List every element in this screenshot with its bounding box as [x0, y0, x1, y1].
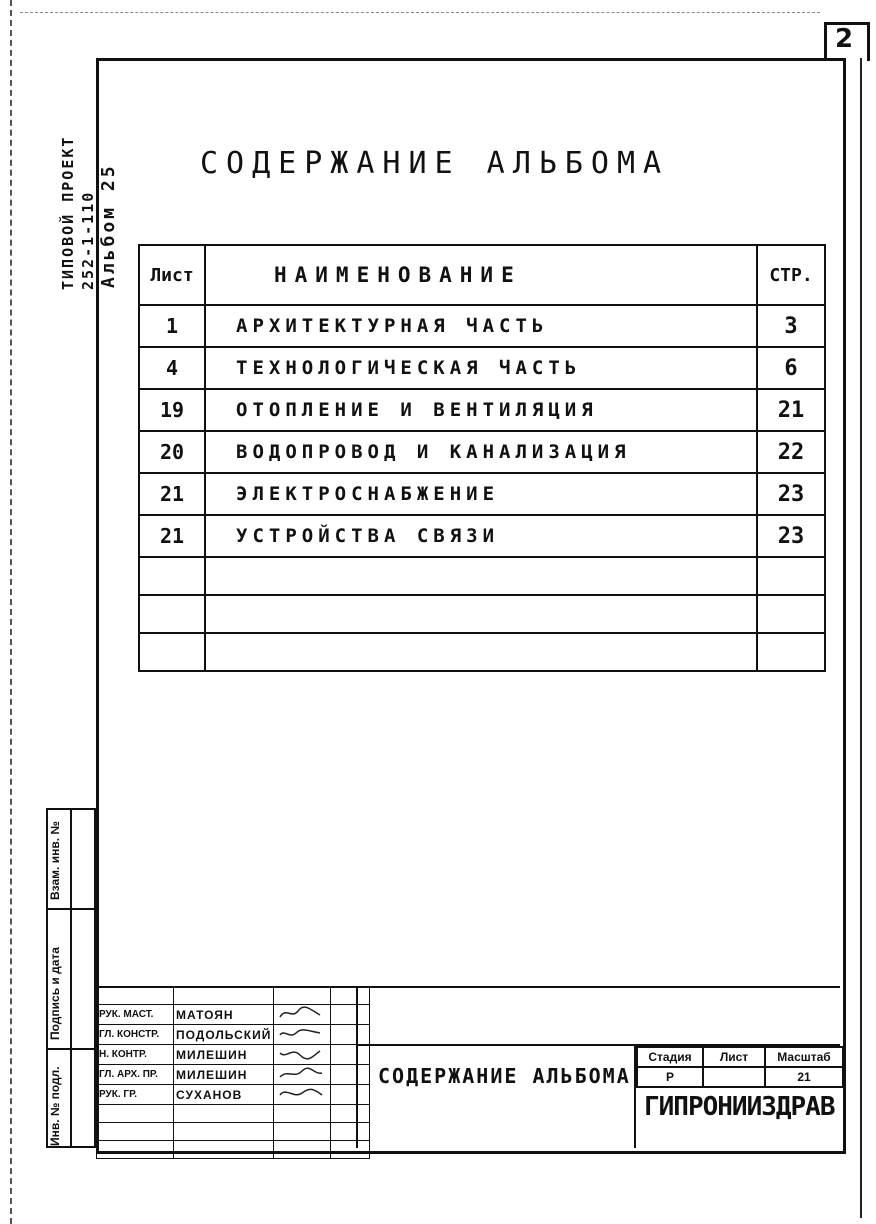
- table-row: [139, 515, 825, 557]
- handwritten-signature: [274, 1025, 331, 1045]
- handwritten-signature: [274, 1045, 331, 1065]
- stage-table: [636, 1046, 844, 1088]
- project-code: 252-1-110: [79, 190, 97, 290]
- replace-inventory-label: Взам. инв. №: [48, 821, 62, 900]
- table-row-empty: [139, 595, 825, 633]
- row-sheet: 21: [139, 515, 205, 557]
- sheet-label: Лист: [703, 1047, 765, 1067]
- organization-name: ГИПРОНИИЗДРАВ: [644, 1092, 835, 1122]
- row-name: ТЕХНОЛОГИЧЕСКАЯ ЧАСТЬ: [205, 347, 757, 389]
- page-title: СОДЕРЖАНИЕ АЛЬБОМА: [200, 146, 670, 181]
- row-name: АРХИТЕКТУРНАЯ ЧАСТЬ: [205, 305, 757, 347]
- signature-table: [96, 986, 370, 1159]
- signature-name: ПОДОЛЬСКИЙ: [174, 1025, 274, 1045]
- signature-row: [97, 1065, 370, 1085]
- signature-name: МАТОЯН: [174, 1005, 274, 1025]
- signature-row: [97, 1005, 370, 1025]
- row-name: УСТРОЙСТВА СВЯЗИ: [205, 515, 757, 557]
- scale-label: Масштаб: [765, 1047, 843, 1067]
- project-type-label: ТИПОВОЙ ПРОЕКТ: [59, 135, 77, 290]
- table-row: [139, 473, 825, 515]
- row-name: ЭЛЕКТРОСНАБЖЕНИЕ: [205, 473, 757, 515]
- row-sheet: 1: [139, 305, 205, 347]
- row-page: 22: [757, 431, 825, 473]
- signature-role: РУК. ГР.: [97, 1085, 174, 1105]
- row-sheet: 20: [139, 431, 205, 473]
- left-cut-line: [10, 0, 12, 1224]
- table-row: [139, 389, 825, 431]
- signature-role: Н. КОНТР.: [97, 1045, 174, 1065]
- stage-label: Стадия: [637, 1047, 703, 1067]
- row-sheet: 19: [139, 389, 205, 431]
- table-row: [139, 347, 825, 389]
- row-page: 6: [757, 347, 825, 389]
- signature-row: [97, 1045, 370, 1065]
- row-sheet: 21: [139, 473, 205, 515]
- sign-date-label: Подпись и дата: [48, 947, 62, 1040]
- table-row: [139, 305, 825, 347]
- sheet-number: 2: [834, 24, 854, 54]
- handwritten-signature: [274, 1065, 331, 1085]
- project-label: [58, 136, 98, 290]
- original-inventory-label: Инв. № подл.: [48, 1066, 62, 1146]
- sheet-value: [703, 1067, 765, 1087]
- right-border-line: [860, 58, 862, 1218]
- signature-role: РУК. МАСТ.: [97, 1005, 174, 1025]
- table-row: [139, 431, 825, 473]
- header-page: СТР.: [757, 245, 825, 305]
- signature-role: ГЛ. КОНСТР.: [97, 1025, 174, 1045]
- table-row-empty: [139, 633, 825, 671]
- signature-name: СУХАНОВ: [174, 1085, 274, 1105]
- signature-role: ГЛ. АРХ. ПР.: [97, 1065, 174, 1085]
- handwritten-signature: [274, 1085, 331, 1105]
- signature-name: МИЛЕШИН: [174, 1065, 274, 1085]
- contents-table: [138, 244, 826, 672]
- stage-value: Р: [637, 1067, 703, 1087]
- scale-value: 21: [765, 1067, 843, 1087]
- row-page: 21: [757, 389, 825, 431]
- row-page: 23: [757, 515, 825, 557]
- signature-row: [97, 1085, 370, 1105]
- stamp-document-title: СОДЕРЖАНИЕ АЛЬБОМА: [378, 1064, 631, 1088]
- table-row-empty: [139, 557, 825, 595]
- signature-name: МИЛЕШИН: [174, 1045, 274, 1065]
- row-page: 23: [757, 473, 825, 515]
- handwritten-signature: [274, 1005, 331, 1025]
- album-label: Альбом 25: [98, 163, 119, 288]
- row-sheet: 4: [139, 347, 205, 389]
- top-cut-line: [20, 12, 820, 13]
- signature-row: [97, 1025, 370, 1045]
- header-name: НАИМЕНОВАНИЕ: [205, 245, 757, 305]
- row-name: ВОДОПРОВОД И КАНАЛИЗАЦИЯ: [205, 431, 757, 473]
- table-header-row: [139, 245, 825, 305]
- header-sheet: Лист: [139, 245, 205, 305]
- row-name: ОТОПЛЕНИЕ И ВЕНТИЛЯЦИЯ: [205, 389, 757, 431]
- row-page: 3: [757, 305, 825, 347]
